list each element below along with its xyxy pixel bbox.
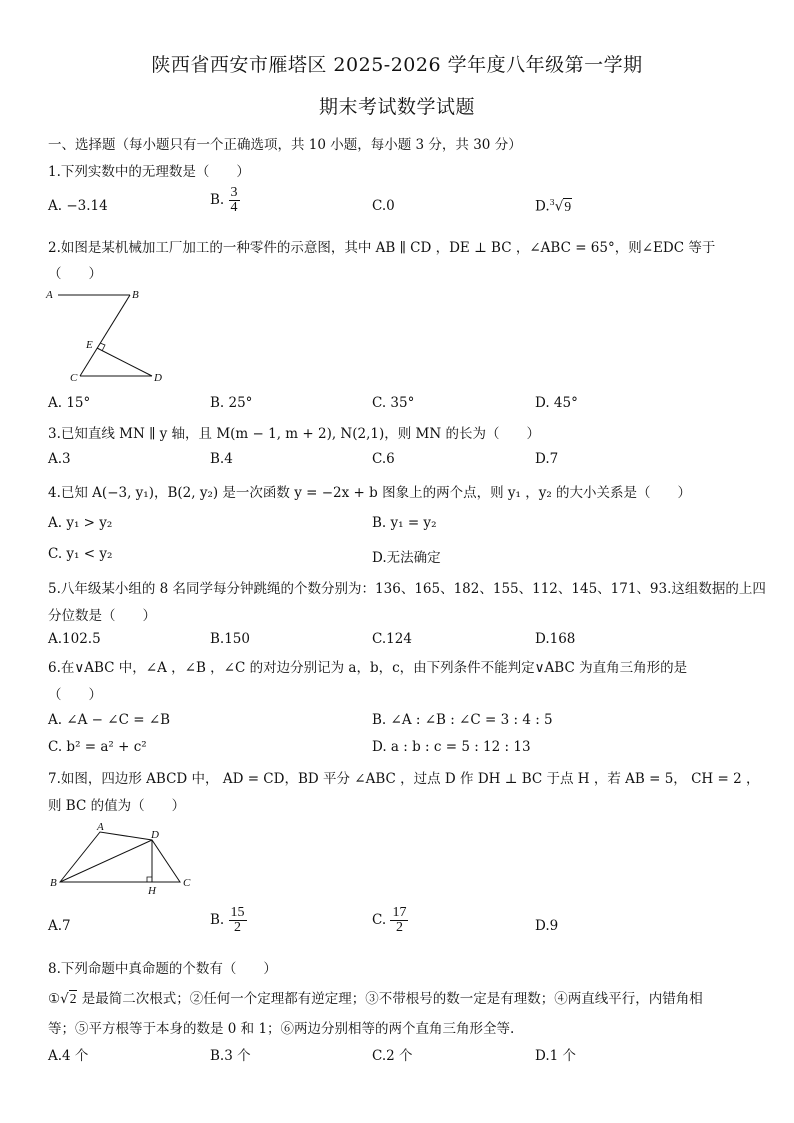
q5-option-a: A.102.5 (48, 631, 101, 647)
q7-option-d: D.9 (535, 918, 559, 934)
q5-stem-line1: 5.八年级某小组的 8 名同学每分钟跳绳的个数分别为：136、165、182、155、112、145、171、93.这组数据的上四 (48, 581, 766, 597)
q1-option-c: C.0 (372, 198, 395, 214)
q1-option-b-prefix: B. (210, 192, 225, 208)
q2-label-e: E (86, 339, 93, 351)
q5-option-b: B.150 (210, 631, 250, 647)
q6-option-d: D. a : b : c = 5 : 12 : 13 (372, 739, 531, 755)
exam-title-line2: 期末考试数学试题 (318, 96, 475, 118)
q8-option-b: B.3 个 (210, 1048, 251, 1064)
q7-option-b (210, 906, 247, 935)
q7-label-h: H (148, 885, 156, 897)
q7-right-angle-mark (147, 877, 152, 882)
q1-option-d: D.$^3$√9 (535, 198, 572, 215)
q6-option-b: B. ∠A : ∠B : ∠C = 3 : 4 : 5 (372, 712, 553, 728)
q7-option-c-prefix: C. (372, 912, 387, 928)
q6-option-a: A. ∠A − ∠C = ∠B (48, 712, 171, 728)
q7-label-b: B (50, 877, 57, 889)
q1-option-d-prefix: D. (535, 198, 550, 215)
q3-option-a: A.3 (48, 451, 71, 467)
q1-option-a: A. −3.14 (48, 198, 108, 214)
q2-figure (40, 285, 180, 390)
section-heading: 一、选择题（每小题只有一个正确选项，共 10 小题，每小题 3 分，共 30 分） (48, 137, 522, 153)
q2-option-a: A. 15° (48, 395, 91, 411)
q7-figure (48, 820, 198, 898)
q2-paren: （ ） (48, 266, 102, 282)
q7-label-d: D (151, 829, 159, 841)
q7-c-numerator: 17 (392, 905, 407, 920)
q4-stem: 4.已知 A(−3, y₁)，B(2, y₂) 是一次函数 y = −2x + b 图象上的两个点，则 y₁ ，y₂ 的大小关系是（ ） (48, 485, 692, 501)
q7-option-b-prefix: B. (210, 912, 225, 928)
q2-line-de (97, 348, 152, 376)
q7-label-a: A (97, 821, 104, 833)
q7-option-c-fraction (390, 906, 408, 935)
q4-option-d: D.无法确定 (372, 550, 441, 566)
q2-label-a: A (46, 289, 53, 301)
q6-option-c: C. b² = a² + c² (48, 739, 147, 755)
q1-b-denominator: 4 (230, 200, 238, 215)
q2-stem: 2.如图是某机械加工厂加工的一种零件的示意图，其中 AB ∥ CD ，DE ⊥ BC ，∠ABC = 65°，则∠EDC 等于 (48, 240, 716, 256)
q7-label-c: C (183, 877, 191, 889)
q5-option-d: D.168 (535, 631, 576, 647)
q1-option-b (210, 186, 240, 215)
q2-option-c: C. 35° (372, 395, 415, 411)
q8-circle-1: ① (48, 991, 61, 1007)
q7-option-a: A.7 (48, 918, 71, 934)
q8-statements-line1: ①√2 是最简二次根式；②任何一个定理都有逆定理；③不带根号的数一定是有理数；④两直线平行，内错角相 (48, 991, 703, 1007)
q8-statements-line1-text: 是最简二次根式；②任何一个定理都有逆定理；③不带根号的数一定是有理数；④两直线平行，内错角相 (77, 991, 703, 1007)
q6-stem: 6.在∨ABC 中，∠A ，∠B ，∠C 的对边分别记为 a，b，c，由下列条件不能判定∨ABC 为直角三角形的是 (48, 660, 688, 676)
exam-title-line1: 陕西省西安市雁塔区 2025-2026 学年度八年级第一学期 (151, 54, 643, 76)
q1-option-b-fraction (229, 186, 240, 215)
q1-b-numerator: 3 (230, 185, 238, 200)
q6-paren: （ ） (48, 687, 102, 703)
q4-option-a: A. y₁ > y₂ (48, 515, 113, 531)
q2-option-d: D. 45° (535, 395, 578, 411)
q7-option-c (372, 906, 408, 935)
q7-quadrilateral (60, 832, 180, 882)
q1-d-root-index: 3 (549, 198, 555, 207)
q4-option-c: C. y₁ < y₂ (48, 546, 113, 562)
q1-stem: 1.下列实数中的无理数是（ ） (48, 164, 250, 180)
q1-d-radicand: 9 (564, 198, 572, 214)
q2-label-c: C (70, 372, 78, 384)
q8-option-c: C.2 个 (372, 1048, 413, 1064)
q3-option-b: B.4 (210, 451, 233, 467)
q2-label-d: D (154, 372, 162, 384)
q3-option-d: D.7 (535, 451, 559, 467)
q8-option-d: D.1 个 (535, 1048, 577, 1064)
q5-stem-line2: 分位数是（ ） (48, 608, 156, 624)
q8-stem: 8.下列命题中真命题的个数有（ ） (48, 961, 277, 977)
q7-option-b-fraction (229, 906, 247, 935)
q8-option-a: A.4 个 (48, 1048, 89, 1064)
q7-stem-line1: 7.如图，四边形 ABCD 中， AD = CD，BD 平分 ∠ABC ，过点 D 作 DH ⊥ BC 于点 H ，若 AB = 5， CH = 2 ， (48, 771, 760, 787)
q2-option-b: B. 25° (210, 395, 253, 411)
q2-line-bc (80, 295, 130, 376)
q8-statements-line2: 等；⑤平方根等于本身的数是 0 和 1；⑥两边分别相等的两个直角三角形全等. (48, 1021, 515, 1037)
q4-option-b: B. y₁ = y₂ (372, 515, 437, 531)
q7-stem-line2: 则 BC 的值为（ ） (48, 798, 186, 814)
q7-b-numerator: 15 (230, 905, 245, 920)
q3-option-c: C.6 (372, 451, 395, 467)
q8-radicand: 2 (69, 991, 77, 1006)
q7-c-denominator: 2 (395, 920, 403, 935)
q5-option-c: C.124 (372, 631, 412, 647)
q3-stem: 3.已知直线 MN ∥ y 轴，且 M(m − 1, m + 2), N(2,1)，则 MN 的长为（ ） (48, 426, 540, 442)
q2-label-b: B (132, 289, 139, 301)
q7-line-bd (60, 840, 152, 882)
q7-b-denominator: 2 (234, 920, 242, 935)
